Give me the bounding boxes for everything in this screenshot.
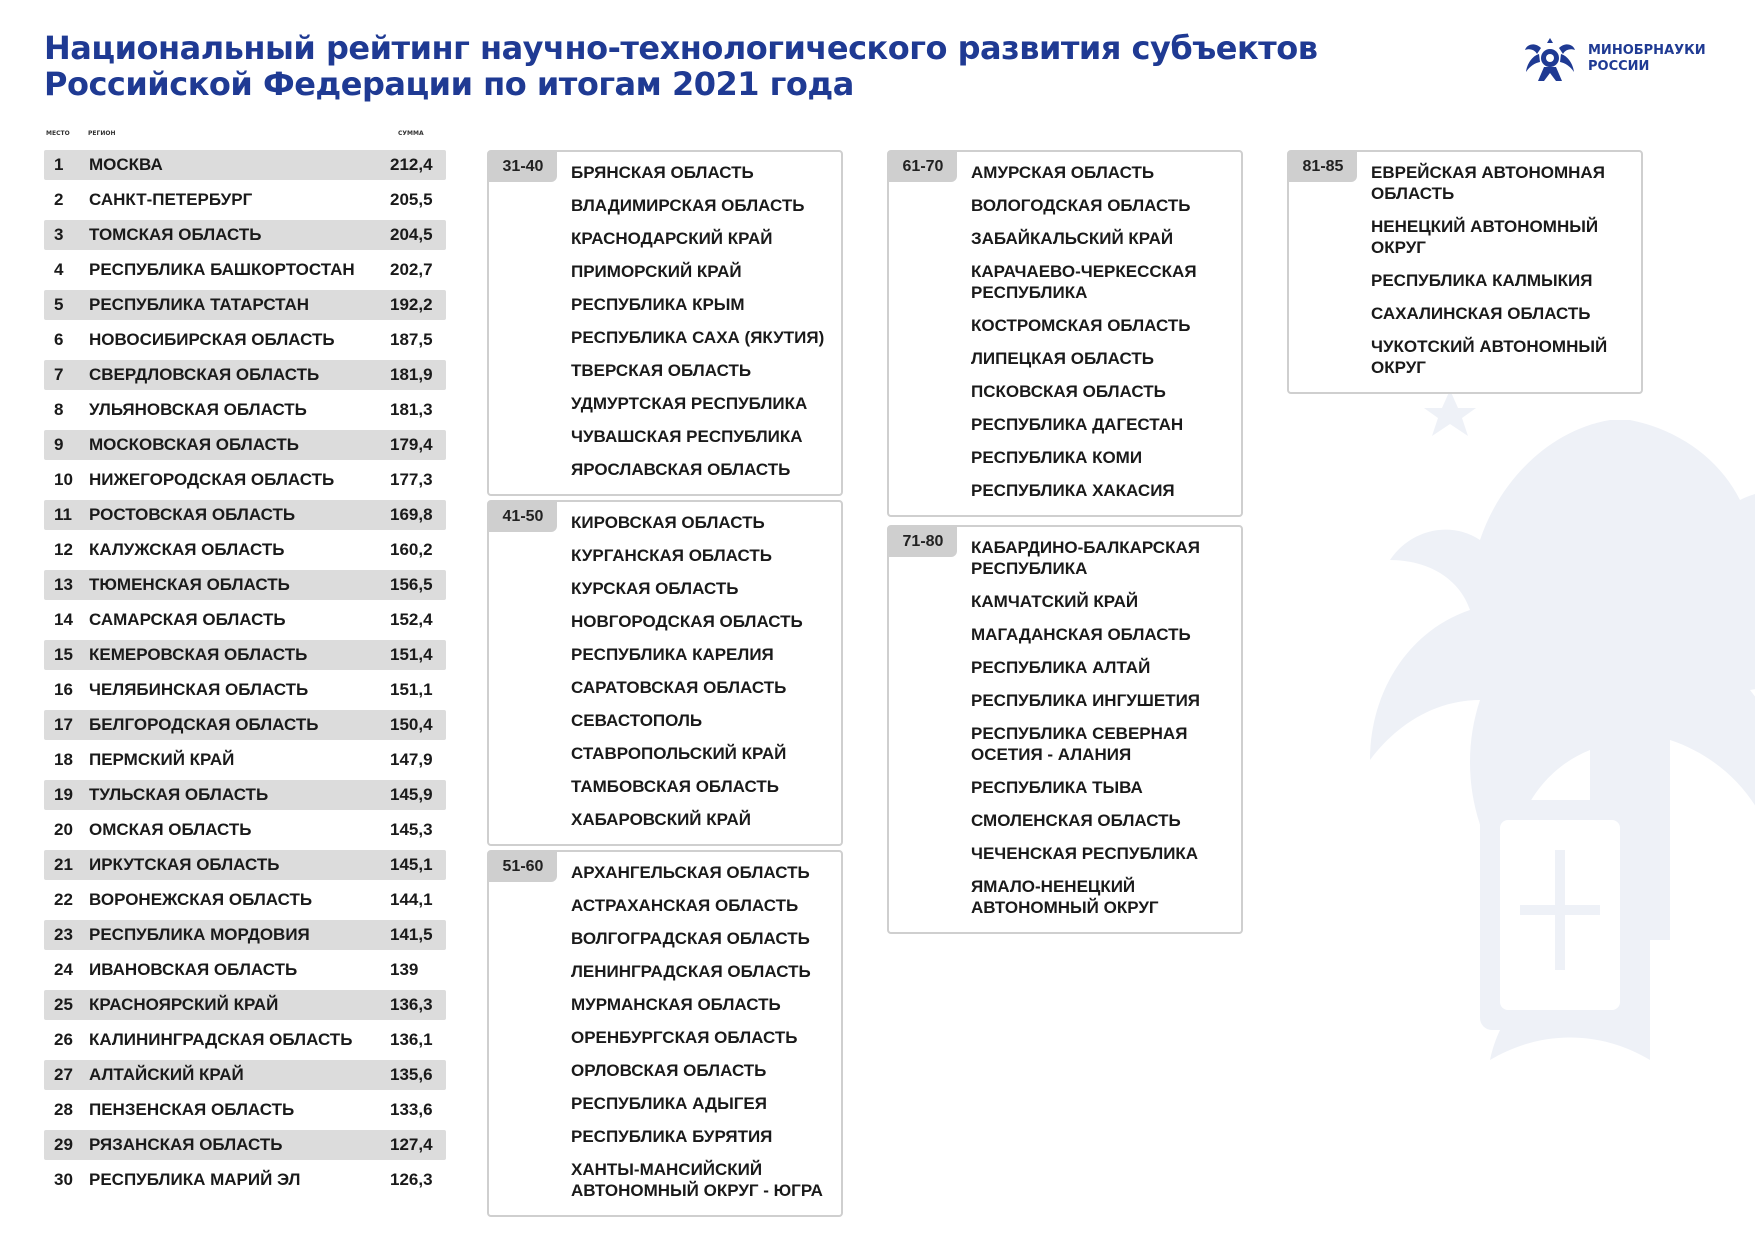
score-cell: 205,5 (390, 190, 433, 209)
table-row (44, 1130, 446, 1160)
place-cell: 21 (54, 855, 73, 874)
region-cell: НИЖЕГОРОДСКАЯ ОБЛАСТЬ (89, 470, 335, 489)
table-row (44, 780, 446, 810)
place-cell: 17 (54, 715, 73, 734)
place-cell: 27 (54, 1065, 73, 1084)
table-row (44, 465, 446, 495)
list-item: ЛИПЕЦКАЯ ОБЛАСТЬ (971, 349, 1154, 368)
list-item: МАГАДАНСКАЯ ОБЛАСТЬ (971, 625, 1191, 644)
ranking-group-51-60 (487, 850, 843, 1217)
range-badge: 71-80 (889, 527, 957, 557)
table-row (44, 1095, 446, 1125)
place-cell: 15 (54, 645, 73, 664)
place-cell: 16 (54, 680, 73, 699)
table-row (44, 675, 446, 705)
place-cell: 23 (54, 925, 73, 944)
ranking-group-61-70 (887, 150, 1243, 517)
region-cell: РЕСПУБЛИКА БАШКОРТОСТАН (89, 260, 355, 279)
score-cell: 145,1 (390, 855, 433, 874)
table-row (44, 605, 446, 635)
list-item: ТВЕРСКАЯ ОБЛАСТЬ (571, 361, 752, 380)
range-badge: 41-50 (489, 502, 557, 532)
region-list (889, 527, 1241, 932)
table-row (44, 535, 446, 565)
region-cell: КРАСНОЯРСКИЙ КРАЙ (89, 995, 279, 1014)
list-item: КАБАРДИНО-БАЛКАРСКАЯ РЕСПУБЛИКА (971, 538, 1200, 578)
score-cell: 147,9 (390, 750, 433, 769)
eagle-watermark-icon (1360, 380, 1755, 1240)
column-header-region: РЕГИОН (88, 130, 116, 137)
list-item: САРАТОВСКАЯ ОБЛАСТЬ (571, 678, 787, 697)
region-cell: МОСКОВСКАЯ ОБЛАСТЬ (89, 435, 300, 454)
list-item: ЧУВАШСКАЯ РЕСПУБЛИКА (571, 427, 803, 446)
score-cell: 152,4 (390, 610, 433, 629)
region-list (489, 852, 841, 1215)
page-title-line-1: Национальный рейтинг научно-технологического развития субъектов (44, 29, 1318, 67)
region-cell: САМАРСКАЯ ОБЛАСТЬ (89, 610, 286, 629)
table-row (44, 710, 446, 740)
region-cell: УЛЬЯНОВСКАЯ ОБЛАСТЬ (89, 400, 307, 419)
score-cell: 187,5 (390, 330, 433, 349)
table-row (44, 990, 446, 1020)
list-item: ПСКОВСКАЯ ОБЛАСТЬ (971, 382, 1166, 401)
region-list (889, 152, 1241, 515)
place-cell: 6 (54, 330, 64, 349)
list-item: УДМУРТСКАЯ РЕСПУБЛИКА (571, 394, 808, 413)
ministry-logo (1524, 34, 1706, 84)
list-item: КРАСНОДАРСКИЙ КРАЙ (571, 229, 773, 248)
place-cell: 2 (54, 190, 64, 209)
place-cell: 11 (54, 505, 72, 524)
score-cell: 126,3 (390, 1170, 433, 1189)
table-row (44, 570, 446, 600)
list-item: ЧЕЧЕНСКАЯ РЕСПУБЛИКА (971, 844, 1199, 863)
place-cell: 4 (54, 260, 64, 279)
score-cell: 136,3 (390, 995, 433, 1014)
list-item: РЕСПУБЛИКА АДЫГЕЯ (571, 1094, 767, 1113)
list-item: ТАМБОВСКАЯ ОБЛАСТЬ (571, 777, 779, 796)
region-cell: КАЛИНИНГРАДСКАЯ ОБЛАСТЬ (89, 1030, 353, 1049)
list-item: ОРЛОВСКАЯ ОБЛАСТЬ (571, 1061, 767, 1080)
place-cell: 28 (54, 1100, 73, 1119)
list-item: РЕСПУБЛИКА ХАКАСИЯ (971, 481, 1175, 500)
ministry-name-line-2: РОССИИ (1588, 59, 1650, 74)
score-cell: 202,7 (390, 260, 433, 279)
table-row (44, 1060, 446, 1090)
table-row (44, 745, 446, 775)
ranking-group-81-85 (1287, 150, 1643, 394)
list-item: КУРСКАЯ ОБЛАСТЬ (571, 579, 739, 598)
table-row (44, 185, 446, 215)
region-list (1289, 152, 1641, 392)
list-item: КУРГАНСКАЯ ОБЛАСТЬ (571, 546, 772, 565)
list-item: ОРЕНБУРГСКАЯ ОБЛАСТЬ (571, 1028, 798, 1047)
region-cell: ВОРОНЕЖСКАЯ ОБЛАСТЬ (89, 890, 313, 909)
place-cell: 14 (54, 610, 73, 629)
score-cell: 156,5 (390, 575, 433, 594)
region-cell: ИВАНОВСКАЯ ОБЛАСТЬ (89, 960, 298, 979)
list-item: АМУРСКАЯ ОБЛАСТЬ (971, 163, 1155, 182)
place-cell: 18 (54, 750, 73, 769)
score-cell: 141,5 (390, 925, 433, 944)
place-cell: 9 (54, 435, 64, 454)
place-cell: 24 (54, 960, 73, 979)
ranking-group-41-50 (487, 500, 843, 846)
region-cell: КАЛУЖСКАЯ ОБЛАСТЬ (89, 540, 285, 559)
page-title-line-2: Российской Федерации по итогам 2021 года (44, 65, 854, 103)
list-item: ЧУКОТСКИЙ АВТОНОМНЫЙ ОКРУГ (1371, 337, 1608, 377)
place-cell: 30 (54, 1170, 73, 1189)
region-cell: НОВОСИБИРСКАЯ ОБЛАСТЬ (89, 330, 335, 349)
table-row (44, 1025, 446, 1055)
list-item: ЛЕНИНГРАДСКАЯ ОБЛАСТЬ (571, 962, 811, 981)
table-row (44, 815, 446, 845)
region-cell: БЕЛГОРОДСКАЯ ОБЛАСТЬ (89, 715, 319, 734)
list-item: РЕСПУБЛИКА БУРЯТИЯ (571, 1127, 773, 1146)
region-cell: АЛТАЙСКИЙ КРАЙ (89, 1065, 244, 1084)
region-cell: СВЕРДЛОВСКАЯ ОБЛАСТЬ (89, 365, 320, 384)
region-cell: МОСКВА (89, 155, 163, 174)
score-cell: 139 (390, 960, 419, 979)
region-cell: РЕСПУБЛИКА ТАТАРСТАН (89, 295, 310, 314)
ministry-name (1588, 43, 1706, 75)
list-item: СЕВАСТОПОЛЬ (571, 711, 703, 730)
list-item: САХАЛИНСКАЯ ОБЛАСТЬ (1371, 304, 1591, 323)
table-row (44, 1165, 446, 1195)
place-cell: 3 (54, 225, 64, 244)
list-item: ЕВРЕЙСКАЯ АВТОНОМНАЯ ОБЛАСТЬ (1371, 163, 1605, 203)
place-cell: 29 (54, 1135, 73, 1154)
score-cell: 177,3 (390, 470, 433, 489)
table-row (44, 850, 446, 880)
score-cell: 212,4 (390, 155, 433, 174)
list-item: ЯРОСЛАВСКАЯ ОБЛАСТЬ (571, 460, 791, 479)
list-item: СТАВРОПОЛЬСКИЙ КРАЙ (571, 744, 787, 763)
score-cell: 151,1 (390, 680, 433, 699)
list-item: РЕСПУБЛИКА ИНГУШЕТИЯ (971, 691, 1201, 710)
region-list (489, 152, 841, 494)
place-cell: 26 (54, 1030, 73, 1049)
table-row (44, 325, 446, 355)
list-item: РЕСПУБЛИКА АЛТАЙ (971, 658, 1151, 677)
list-item: ЯМАЛО-НЕНЕЦКИЙ АВТОНОМНЫЙ ОКРУГ (971, 877, 1159, 917)
list-item: ВОЛГОГРАДСКАЯ ОБЛАСТЬ (571, 929, 810, 948)
region-cell: ТУЛЬСКАЯ ОБЛАСТЬ (89, 785, 269, 804)
region-cell: ПЕНЗЕНСКАЯ ОБЛАСТЬ (89, 1100, 295, 1119)
region-cell: САНКТ-ПЕТЕРБУРГ (89, 190, 253, 209)
list-item: РЕСПУБЛИКА СЕВЕРНАЯ ОСЕТИЯ - АЛАНИЯ (971, 724, 1188, 764)
region-cell: ТОМСКАЯ ОБЛАСТЬ (89, 225, 262, 244)
list-item: АРХАНГЕЛЬСКАЯ ОБЛАСТЬ (571, 863, 810, 882)
ranking-table-top-30 (44, 150, 446, 1200)
list-item: КАРАЧАЕВО-ЧЕРКЕССКАЯ РЕСПУБЛИКА (971, 262, 1197, 302)
place-cell: 1 (54, 155, 64, 174)
place-cell: 7 (54, 365, 64, 384)
place-cell: 20 (54, 820, 73, 839)
list-item: РЕСПУБЛИКА КАЛМЫКИЯ (1371, 271, 1593, 290)
table-row (44, 150, 446, 180)
range-badge: 61-70 (889, 152, 957, 182)
page-title (44, 30, 1317, 102)
table-column-headers (44, 130, 446, 140)
place-cell: 12 (54, 540, 73, 559)
region-list (489, 502, 841, 844)
region-cell: РОСТОВСКАЯ ОБЛАСТЬ (89, 505, 296, 524)
table-row (44, 220, 446, 250)
score-cell: 136,1 (390, 1030, 433, 1049)
place-cell: 22 (54, 890, 73, 909)
region-cell: КЕМЕРОВСКАЯ ОБЛАСТЬ (89, 645, 308, 664)
range-badge: 81-85 (1289, 152, 1357, 182)
region-cell: ИРКУТСКАЯ ОБЛАСТЬ (89, 855, 280, 874)
score-cell: 135,6 (390, 1065, 433, 1084)
list-item: КИРОВСКАЯ ОБЛАСТЬ (571, 513, 765, 532)
list-item: РЕСПУБЛИКА ДАГЕСТАН (971, 415, 1184, 434)
score-cell: 192,2 (390, 295, 433, 314)
region-cell: РЕСПУБЛИКА МОРДОВИЯ (89, 925, 310, 944)
table-row (44, 430, 446, 460)
list-item: БРЯНСКАЯ ОБЛАСТЬ (571, 163, 754, 182)
list-item: МУРМАНСКАЯ ОБЛАСТЬ (571, 995, 781, 1014)
list-item: ХАНТЫ-МАНСИЙСКИЙ АВТОНОМНЫЙ ОКРУГ - ЮГРА (571, 1160, 823, 1200)
range-badge: 31-40 (489, 152, 557, 182)
region-cell: РЯЗАНСКАЯ ОБЛАСТЬ (89, 1135, 283, 1154)
ranking-group-71-80 (887, 525, 1243, 934)
list-item: РЕСПУБЛИКА КАРЕЛИЯ (571, 645, 774, 664)
list-item: НЕНЕЦКИЙ АВТОНОМНЫЙ ОКРУГ (1371, 217, 1599, 257)
region-cell: ОМСКАЯ ОБЛАСТЬ (89, 820, 252, 839)
place-cell: 19 (54, 785, 73, 804)
table-row (44, 290, 446, 320)
list-item: СМОЛЕНСКАЯ ОБЛАСТЬ (971, 811, 1181, 830)
score-cell: 204,5 (390, 225, 433, 244)
table-row (44, 360, 446, 390)
score-cell: 133,6 (390, 1100, 433, 1119)
list-item: ВОЛОГОДСКАЯ ОБЛАСТЬ (971, 196, 1191, 215)
ministry-name-line-1: МИНОБРНАУКИ (1588, 43, 1706, 58)
column-header-sum: СУММА (398, 130, 424, 137)
score-cell: 160,2 (390, 540, 433, 559)
place-cell: 5 (54, 295, 64, 314)
list-item: НОВГОРОДСКАЯ ОБЛАСТЬ (571, 612, 803, 631)
score-cell: 169,8 (390, 505, 433, 524)
range-badge: 51-60 (489, 852, 557, 882)
score-cell: 145,9 (390, 785, 433, 804)
list-item: КАМЧАТСКИЙ КРАЙ (971, 592, 1139, 611)
list-item: РЕСПУБЛИКА САХА (ЯКУТИЯ) (571, 328, 825, 347)
list-item: ХАБАРОВСКИЙ КРАЙ (571, 810, 751, 829)
table-row (44, 500, 446, 530)
score-cell: 144,1 (390, 890, 433, 909)
score-cell: 151,4 (390, 645, 433, 664)
region-cell: РЕСПУБЛИКА МАРИЙ ЭЛ (89, 1170, 301, 1189)
table-row (44, 255, 446, 285)
list-item: ЗАБАЙКАЛЬСКИЙ КРАЙ (971, 229, 1174, 248)
region-cell: ПЕРМСКИЙ КРАЙ (89, 750, 235, 769)
score-cell: 181,9 (390, 365, 433, 384)
place-cell: 8 (54, 400, 64, 419)
column-header-place: МЕСТО (46, 130, 70, 137)
table-row (44, 640, 446, 670)
score-cell: 145,3 (390, 820, 433, 839)
list-item: АСТРАХАНСКАЯ ОБЛАСТЬ (571, 896, 799, 915)
region-cell: ЧЕЛЯБИНСКАЯ ОБЛАСТЬ (89, 680, 309, 699)
score-cell: 150,4 (390, 715, 433, 734)
list-item: РЕСПУБЛИКА КРЫМ (571, 295, 745, 314)
list-item: КОСТРОМСКАЯ ОБЛАСТЬ (971, 316, 1191, 335)
place-cell: 13 (54, 575, 73, 594)
table-row (44, 955, 446, 985)
score-cell: 127,4 (390, 1135, 433, 1154)
place-cell: 10 (54, 470, 73, 489)
double-headed-eagle-icon (1524, 34, 1576, 84)
list-item: ВЛАДИМИРСКАЯ ОБЛАСТЬ (571, 196, 805, 215)
region-cell: ТЮМЕНСКАЯ ОБЛАСТЬ (89, 575, 290, 594)
list-item: РЕСПУБЛИКА КОМИ (971, 448, 1143, 467)
score-cell: 179,4 (390, 435, 433, 454)
list-item: ПРИМОРСКИЙ КРАЙ (571, 262, 742, 281)
table-row (44, 920, 446, 950)
score-cell: 181,3 (390, 400, 433, 419)
ranking-group-31-40 (487, 150, 843, 496)
place-cell: 25 (54, 995, 73, 1014)
table-row (44, 885, 446, 915)
list-item: РЕСПУБЛИКА ТЫВА (971, 778, 1143, 797)
table-row (44, 395, 446, 425)
